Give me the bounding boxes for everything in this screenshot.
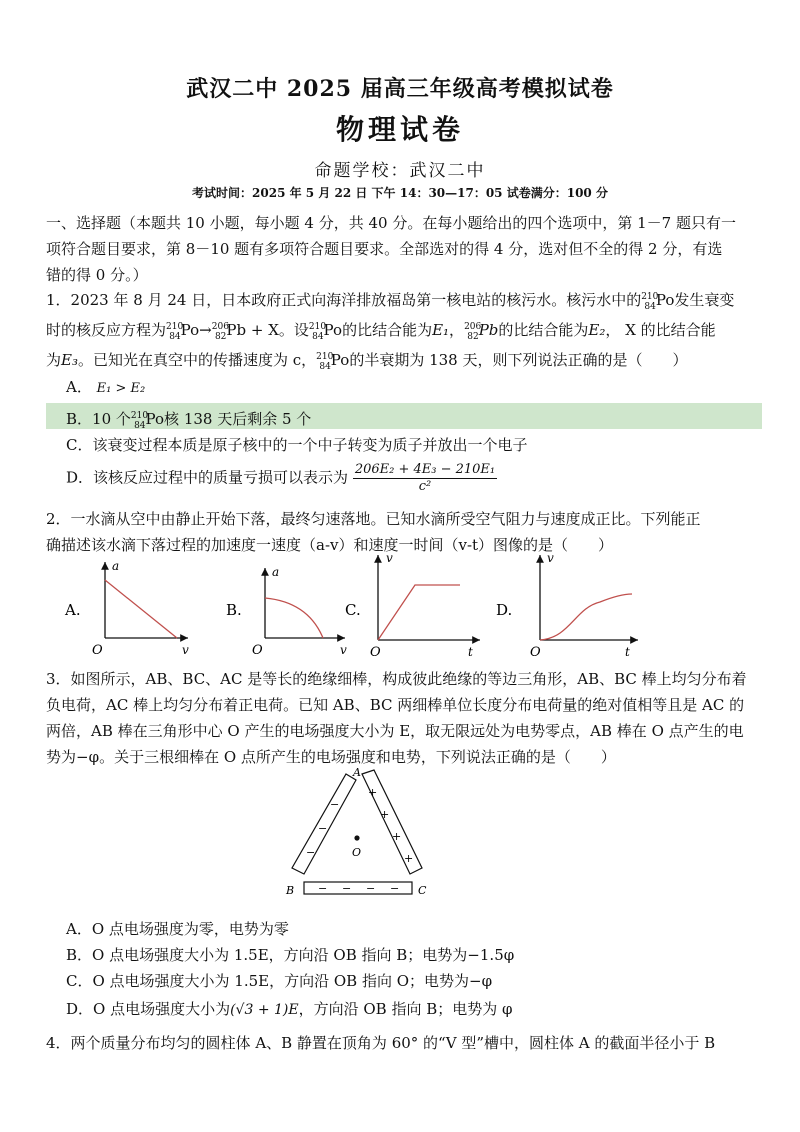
svg-text:O: O <box>252 643 263 658</box>
svg-text:−: − <box>366 882 376 895</box>
q3-line4: 势为−φ。关于三根细棒在 O 点所产生的电场强度和电势，下列说法正确的是（ ） <box>46 748 616 766</box>
section-heading-line3: 错的得 0 分。） <box>46 266 148 284</box>
svg-text:−: − <box>330 798 340 811</box>
q3-line1: 3．如图所示，AB、BC、AC 是等长的绝缘细棒，构成彼此绝缘的等边三角形，AB、BC 棒上均匀分布着 <box>46 670 747 688</box>
q3-line2: 负电荷，AC 棒上均匀分布着正电荷。已知 AB、BC 两细棒单位长度分布电荷量的绝对值相等且是 AC 的 <box>46 696 745 714</box>
q2-line1: 2．一水滴从空中由静止开始下落，最终匀速落地。已知水滴所受空气阻力与速度成正比。下列能正 <box>46 510 701 528</box>
q3-line3: 两倍，AB 棒在三角形中心 O 产生的电场强度大小为 E，取无限远处为电势零点，AB 棒在 O 点产生的电 <box>46 722 744 740</box>
graph-c-curve <box>378 585 460 640</box>
svg-text:A: A <box>353 766 361 779</box>
svg-text:t: t <box>625 645 630 659</box>
q1-line2: 时的核反应方程为$^{210}_{84}$Po→$^{206}_{82}$Pb + X。设$^{210}_{84}$Po的比结合能为E₁，$^{206}_{82}$Pb的比结合能为E₂， X 的比结合能 <box>46 321 716 342</box>
q1-line3: 为E₃。已知光在真空中的传播速度为 c，$^{210}_{84}$Po的半衰期为 138 天，则下列说法正确的是（ ） <box>46 351 688 372</box>
graph-b-curve <box>265 598 323 638</box>
svg-text:a: a <box>112 559 120 573</box>
section-heading-line1: 一、选择题（本题共 10 小题，每小题 4 分，共 40 分。在每小题给出的四个选项中，第 1－7 题只有一 <box>46 214 736 232</box>
svg-text:C: C <box>418 884 427 897</box>
graph-b[interactable] <box>226 565 347 658</box>
svg-text:+: + <box>368 786 378 799</box>
graph-c[interactable] <box>345 551 480 660</box>
q4-line1: 4．两个质量分布均匀的圆柱体 A、B 静置在顶角为 60° 的“V 型”槽中，圆柱体 A 的截面半径小于 B <box>46 1034 716 1052</box>
graph-c-label: C. <box>345 601 361 619</box>
q1-option-a[interactable]: A． E₁ > E₂ <box>66 378 146 396</box>
q2-graphs <box>40 550 760 662</box>
q1-option-c[interactable]: C．该衰变过程本质是原子核中的一个中子转变为质子并放出一个电子 <box>66 436 528 454</box>
q3-option-d[interactable]: D．O 点电场强度大小为(√3 + 1)E，方向沿 OB 指向 B；电势为 φ <box>66 1000 513 1018</box>
graph-a[interactable] <box>64 559 189 658</box>
svg-text:−: − <box>306 846 316 859</box>
svg-text:−: − <box>318 882 328 895</box>
school-line: 命题学校：武汉二中 <box>314 161 486 181</box>
svg-text:+: + <box>404 852 414 865</box>
svg-text:t: t <box>468 645 473 659</box>
triangle-diagram <box>270 762 440 912</box>
q3-option-c[interactable]: C．O 点电场强度大小为 1.5E，方向沿 OB 指向 O；电势为−φ <box>66 972 493 990</box>
svg-text:v: v <box>386 551 393 565</box>
svg-text:+: + <box>380 808 390 821</box>
q1-option-b[interactable]: B．10 个$^{210}_{84}$Po核 138 天后剩余 5 个 <box>66 410 312 431</box>
svg-text:B: B <box>286 884 295 897</box>
graph-d-label: D. <box>496 601 513 619</box>
q3-option-a[interactable]: A．O 点电场强度为零，电势为零 <box>66 920 289 938</box>
svg-text:−: − <box>318 822 328 835</box>
graph-a-curve <box>105 580 177 638</box>
svg-text:+: + <box>392 830 402 843</box>
section-heading-line2: 项符合题目要求，第 8－10 题有多项符合题目要求。全部选对的得 4 分，选对但不全的得 2 分，有选 <box>46 240 723 258</box>
graph-a-label: A. <box>65 601 81 619</box>
graph-d-curve <box>540 594 632 640</box>
svg-text:a: a <box>272 565 280 579</box>
svg-text:v: v <box>547 551 554 565</box>
subject-title: 物理试卷 <box>335 113 464 146</box>
center-point-o <box>354 835 359 840</box>
q1-line1: 1．2023 年 8 月 24 日，日本政府正式向海洋排放福岛第一核电站的核污水。核污水中的$^{210}_{84}$Po发生衰变 <box>46 291 735 312</box>
exam-title: 武汉二中 2025 届高三年级高考模拟试卷 <box>186 76 614 102</box>
svg-text:O: O <box>352 846 362 859</box>
svg-text:−: − <box>390 882 400 895</box>
svg-text:O: O <box>370 645 381 660</box>
q1-option-d[interactable]: D．该核反应过程中的质量亏损可以表示为 $\frac{\text{206E₂ + 4E₃ − 210E₁}}{\text{c²}}$ <box>66 462 496 494</box>
svg-text:O: O <box>530 645 541 660</box>
svg-text:−: − <box>342 882 352 895</box>
q3-option-b[interactable]: B．O 点电场强度大小为 1.5E，方向沿 OB 指向 B；电势为−1.5φ <box>66 946 515 964</box>
svg-text:O: O <box>92 643 103 658</box>
exam-info: 考试时间：2025 年 5 月 22 日 下午 14：30—17：05 试卷满分：100 分 <box>192 186 608 200</box>
graph-d[interactable] <box>496 551 638 660</box>
svg-text:v: v <box>182 643 189 657</box>
q2-line2: 确描述该水滴下落过程的加速度一速度（a-v）和速度一时间（v-t）图像的是（ ） <box>46 536 614 554</box>
mass-defect-fraction: $\frac{\text{206E₂ + 4E₃ − 210E₁}}{\text{c²}}$ <box>354 462 496 494</box>
svg-text:v: v <box>340 643 347 657</box>
graph-b-label: B. <box>226 601 242 619</box>
